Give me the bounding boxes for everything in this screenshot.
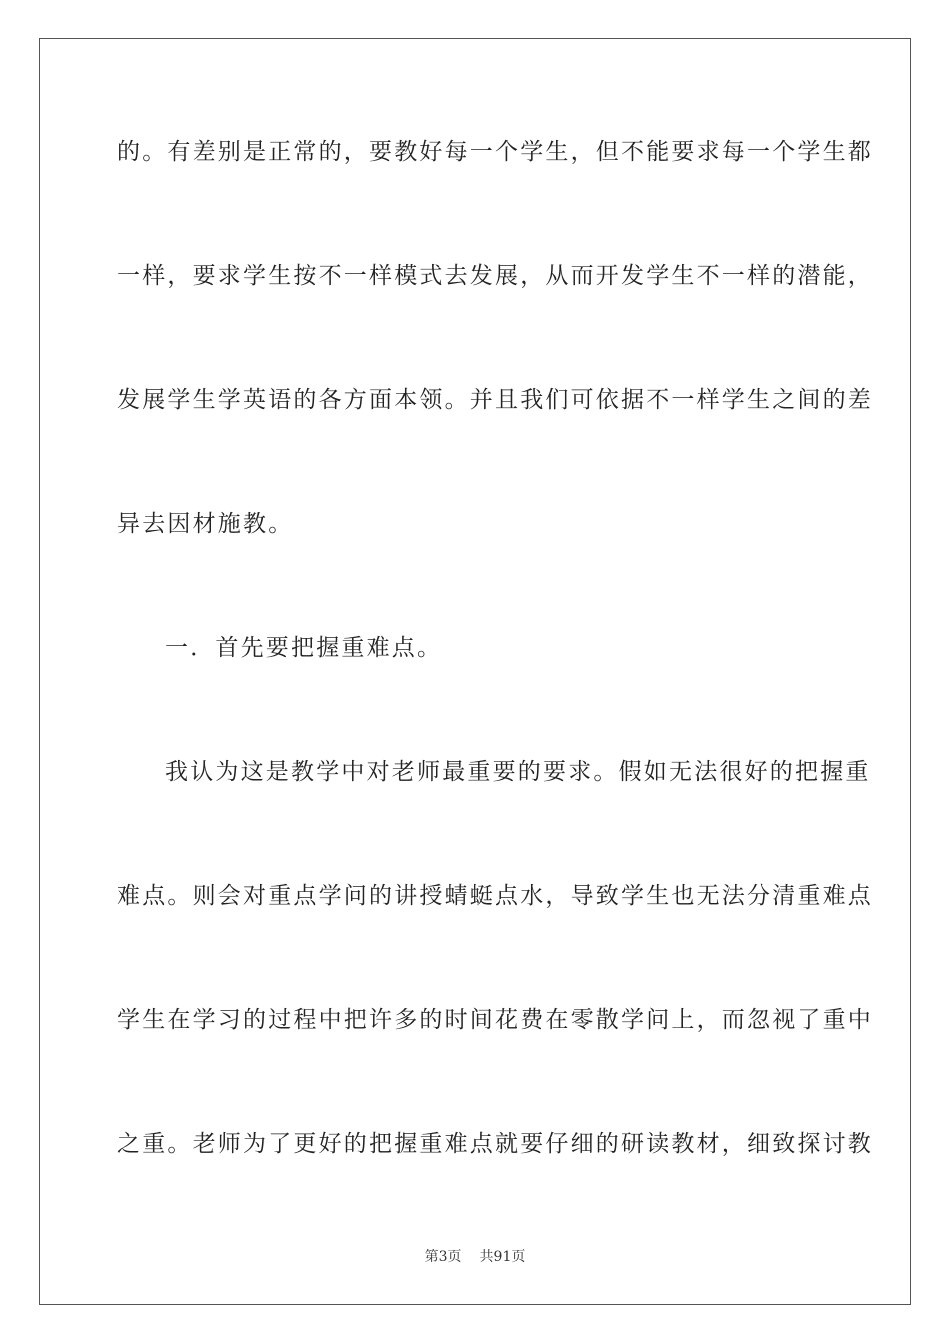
body-text-line: 我认为这是教学中对老师最重要的要求。假如无法很好的把握重: [165, 759, 871, 785]
body-text-line: 的。有差别是正常的，要教好每一个学生，但不能要求每一个学生都: [117, 139, 873, 165]
body-text-line: 异去因材施教。: [117, 511, 294, 537]
page-frame: [39, 38, 911, 1305]
body-text-line: 学生在学习的过程中把许多的时间花费在零散学问上，而忽视了重中: [117, 1007, 873, 1033]
page-number: 第3页: [424, 1249, 462, 1265]
page-total: 共91页: [479, 1249, 526, 1265]
body-text-line: 发展学生学英语的各方面本领。并且我们可依据不一样学生之间的差: [117, 387, 873, 413]
body-text-line: 一样，要求学生按不一样模式去发展，从而开发学生不一样的潜能，: [117, 263, 873, 289]
page-footer: [0, 1247, 950, 1267]
body-text-line: 难点。则会对重点学问的讲授蜻蜓点水，导致学生也无法分清重难点: [117, 883, 873, 909]
section-heading: 一．首先要把握重难点。: [165, 635, 443, 661]
body-text-line: 之重。老师为了更好的把握重难点就要仔细的研读教材，细致探讨教: [117, 1131, 873, 1157]
